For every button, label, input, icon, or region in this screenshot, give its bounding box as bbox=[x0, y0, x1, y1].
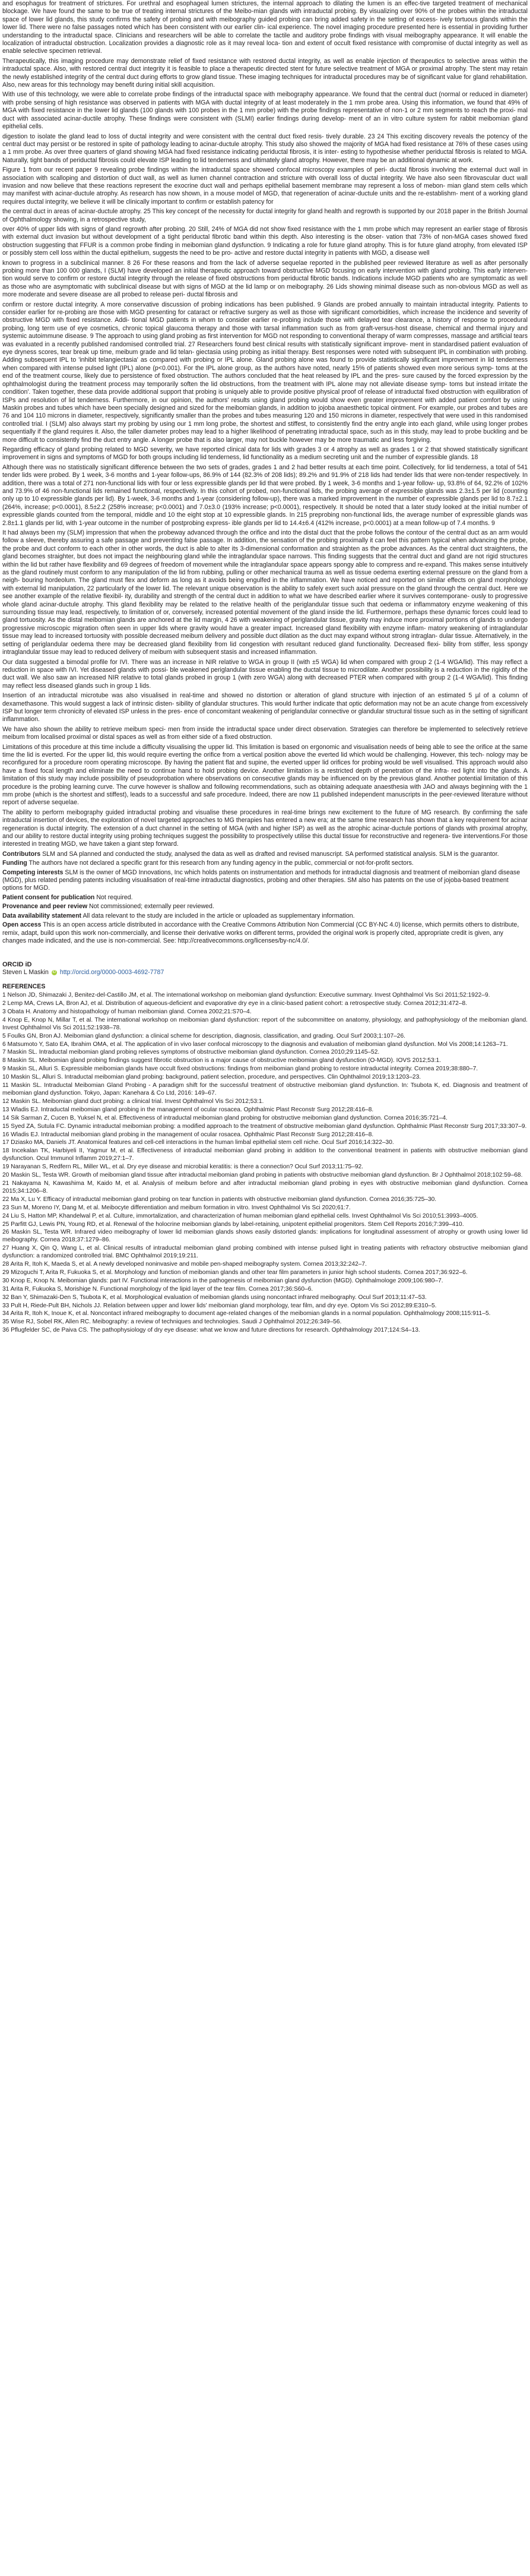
declaration-label: Contributors bbox=[2, 850, 41, 858]
article-declarations bbox=[2, 851, 528, 945]
reference-item: 13 Wladis EJ. Intraductal meibomian gland probing in the management of ocular rosacea. Ophthalmic Plast Reconstr Surg 2012;28:416–8. bbox=[2, 1106, 374, 1113]
reference-item: 3 Obata H. Anatomy and histopathology of human meibomian gland. Cornea 2002;21:S70–4. bbox=[2, 1008, 252, 1015]
reference-item: 30 Knop E, Knop N. Meibomian glands: part IV. Functional interactions in the pathogenesis of meibomian gland dysfunction (MGD). Ophthalmologe 2009;106:980–7. bbox=[2, 1277, 443, 1284]
reference-item: 22 Ma X, Lu Y. Efficacy of intraductal meibomian gland probing on tear function in patients with obstructive meibomian gland dysfunction. Cornea 2016;35:725–30. bbox=[2, 1196, 437, 1203]
reference-item: 23 Sun M, Moreno IY, Dang M, et al. Meibocyte differentiation and meibum formation in vitro. Invest Ophthalmol Vis Sci 2020;61:7. bbox=[2, 1204, 351, 1211]
reference-item: 1 Nelson JD, Shimazaki J, Benitez-del-Castillo JM, et al. The international workshop on meibomian gland dysfunction: Executive summary. Invest Ophthalmol Vis Sci 2011;52:1922–9. bbox=[2, 992, 490, 999]
declaration-text: This is an open access article distributed in accordance with the Creative Commons Attribution Non Commercial (CC BY-NC 4.0) license, which permits others to distribute, remix, adapt, build upon this work non-commercially, and license their derivative works on different terms, provided the original work is properly cited, appropriate credit is given, any changes made indicated, and the use is non-commercial. See: http://creativecommons.org/licenses/by-nc/4.0/. bbox=[2, 921, 519, 944]
reference-item: 27 Huang X, Qin Q, Wang L, et al. Clinical results of intraductal meibomian gland probing combined with intense pulsed light in treating patients with refractory obstructive meibomian gland dysfunction: a randomized controlled trial. BMC Ophthalmol 2019;19:211. bbox=[2, 1245, 528, 1260]
peer-review-statement bbox=[2, 903, 528, 911]
reference-item: 10 Maskin SL, Alluri S. Intraductal meibomian gland probing: background, patient selection, procedure, and perspectives. Clin Ophthalmol 2019;13:1203–23. bbox=[2, 1074, 421, 1081]
body-paragraph: confirm or restore ductal integrity. A more conservative discussion of probing indications has been published. 9 Glands are probed annually to maintain intraductal integrity. Patients to consider earlier for re-probing are those with MGD presenting for cataract or refractive surgery as well as those with significant comorbidities, which increase the incidence and severity of obstructive MGD with fixed resistance. Addi- tional MGD patients in whom to consider earlier re-probing include those with delayed tear clearance, a history of response to procedural probing, long term use of eye cosmetics, chronic topical glaucoma therapy and those with tarsal inflammation such as from graft-versus-host disease, chemical and thermal injury and systemic autoimmune disease. 9 The approach to using gland probing as first intervention for MGD not responding to conventional therapy of warm compresses, massage and artificial tears was evaluated in a recently published randomised controlled trial. 27 Researchers found best clinical results with statistically significant improve- ment in standardised patient evaluation of eye dryness scores, tear break up time, meibum grade and lid telan- giectasia using probing as initial therapy. Best responses were noted with subsequent IPL in combination with probing. Adding subsequent IPL to 'inhibit telangiectasia' as compared with probing or IPL alone. Gland probing alone was found to provide statistically significant improvement in lid tenderness when compared with intense pulsed light (IPL) alone (p<0.001). For the IPL alone group, as the authors have noted, nearly 15% of patients showed even more serious symp- toms at the end of the treatment course, likely due to persistence of fixed obstruction. The authors concluded that the heat released by IPL and the pres- sure caused by the forced expression by the ophthalmologist during the treatment process may temporarily soften the lid obstructions, from the treatment with IPL alone may not alleviate disease symp- toms but instead irritate the condition'. Taken together, these data provide additional support that probing is uniquely able to provide positive physical proof of release of intraductal fixed obstruction with equilibration of ISPs and resolution of lid tenderness. Furthermore, in our opinion, the authors' results using gland probing would show even greater improvement with added patient comfort by using Maskin probes and tubes which have been specially designed and sized for the meibomian glands, in addition to jojoba anaesthetic topical ointment. For example, our probes and tubes are 76 and 104 110 microns in diameter, respectively, significantly smaller than the probes and tubes measuring 120 and 150 microns in diameter, respectively that were used in this randomised controlled trial. I (SLM) also always start my probing by using our 1 mm long probe, the shortest and stiffest, to consistently find the entry angle into each gland, while using longer probes sequentially if the gland requires it. Also, the taller diameter probes may lead to a higher likelihood of penetrating intraductal space, such as in this study, may lead to probe buckling and be more difficult to consistently find the duct entry angle. A longer probe that is also larger, may not buckle however may be more traumatic and less forgiving. bbox=[2, 301, 528, 444]
contributors-statement bbox=[2, 851, 528, 858]
reference-item: 21 Nakayama N, Kawashima M, Kaido M, et al. Analysis of meibum before and after intraductal meibomian gland probing in eyes with obstructive meibomian gland dysfunction. Cornea 2015;34:1206–8. bbox=[2, 1180, 528, 1194]
reference-item: 25 Parfitt GJ, Lewis PN, Young RD, et al. Renewal of the holocrine meibomian glands by label-retaining, unipotent epithelial progenitors. Stem Cell Reports 2016;7:399–410. bbox=[2, 1221, 464, 1228]
reference-item: 28 Arita R, Itoh K, Maeda S, et al. A newly developed noninvasive and mobile pen-shaped meibography system. Cornea 2013;32:242–7. bbox=[2, 1261, 367, 1268]
body-paragraph: known to progress in a subclinical manner. 8 26 For these reasons and from the lack of adverse sequelae reported in the published peer reviewed literature as well as after personally probing more than 100 000 glands, I (SLM) have developed an initial therapeutic approach toward obstructive MGD focusing on early intervention with gland probing. This early interven- tion would serve to confirm or restore ductal integrity through the release of fixed obstructions from periductal fibrotic bands. Indications include MGD patients who are symptomatic as well as those who are asymptomatic with subclinical disease but with signs of MGD at the lid lamp or on meibography. 26 Lids showing minimal disease such as non-obvious MGD as well as more moderate and severe disease are all probed to release peri- ductal fibrosis and bbox=[2, 259, 528, 299]
reference-item: 29 Mizoguchi T, Arita R, Fukuoka S, et al. Morphology and function of meibomian glands and other tear film parameters in junior high school students. Cornea 2017;36:922–6. bbox=[2, 1269, 468, 1276]
reference-item: 9 Maskin SL, Alluri S. Expressible meibomian glands have occult fixed obstructions: findings from meibomian gland probing to restore intraductal integrity. Cornea 2019;38:880–7. bbox=[2, 1066, 478, 1073]
reference-item: 14 Sik Sarman Z, Cucen B, Yuksel N, et al. Effectiveness of intraductal meibomian gland probing for obstructive meibomian gland dysfunction. Cornea 2016;35:721–4. bbox=[2, 1114, 448, 1121]
reference-item: 26 Maskin SL, Testa WR. Infrared video meibography of lower lid meibomian glands shows easily distorted glands: implications for longitudinal assessment of atrophy or growth using lower lid meibography. Cornea 2018;37:1279–86. bbox=[2, 1229, 528, 1244]
reference-item: 6 Matsumoto Y, Sato EA, Ibrahim OMA, et al. The application of in vivo laser confocal microscopy to the diagnosis and evaluation of meibomian gland dysfunction. Mol Vis 2008;14:1263–71. bbox=[2, 1041, 508, 1048]
reference-item: 20 Maskin SL, Testa WR. Growth of meibomian gland tissue after intraductal meibomian gland probing in patients with obstructive meibomian gland dysfunction. Br J Ophthalmol 2018;102:59–68. bbox=[2, 1172, 523, 1179]
body-paragraph: It had always been my (SLM) impression that when the probeway advanced through the orifice and into the distal duct that the probe follows the contour of the central duct as an arm would follow a sleeve, thereby assuring a safe passage and preventing false passage. In addition, the sensation of the probing proximally it can feel this pattern typical when advancing the probe, the probe and duct conform to each other in other words, the duct is able to alter its 3-dimensional conformation and straighten as the probe advances. As the central duct straightens, the gland becomes straighter, but does not impact the neighbouring gland while the intraglandular space narrows. This finding suggests that the central duct and gland are not rigid structures within the lid but rather have flexibility and 69 degrees of freedom of movement while the intraglandular space appears spongy able to compress and re-expand. This makes sense intuitively as the gland routinely must conform to any manipulation of the lid from rubbing, pulling or other mechanical trauma as well as tissue oedema exerting external pressure on the gland from a neigh- bouring hordeolum. The gland must flex and deform as long as it avoids being engulfed in the inflammation. We have noticed and reported on similar effects on gland morphology with external lid manipulation, 22 particularly of the lower lid. The relevant unique observation is the ability to safely exert such axial pressure on the gland through the central duct. Here we see another example of the relative flexibil- ity, durability and strength of the central duct in addition to what we have described earlier where it survives contemporane- ously to progressive whole gland acinar-ductule atrophy. This gland flexibility may be related to the relative health of the periglandular tissue such that oedema or inflammatory enzyme weakening of this surrounding tissue may lead, respectively, to limitation of or, conversely, increased potential movement of the gland inside the lid. Furthermore, perhaps these dynamic forces could lead to gland tortuosity. As the distal meibomian glands are anchored at the lid margin, 4 26 with weakening of periglandular tissue, gravity may induce more proximal portions of glands to undergo progressive microscopic migration often seen in upper lids where gravity would have a greater impact. Increased gland flexibility with enzyme inflam- matory weakening of intraglandular tissue may lead to increased tortuosity with possible decreased meibum delivery and possible duct dilation as the duct may expand without strong intraglan- dular tissue. Alternatively, in the setting of periglandular oedema there may be decreased gland flexibility from lid congestion with resultant reduced gland functionality. Decreased flexi- bility from stiffer, less spongy intraglandular tissue may lead to reduced delivery of meibum with subsequent stasis and increased inflammation. bbox=[2, 529, 528, 656]
competing-interests-statement bbox=[2, 869, 528, 893]
reference-item: 31 Arita R, Fukuoka S, Morishige N. Functional morphology of the lipid layer of the tear film. Cornea 2017;36:S60–6. bbox=[2, 1285, 313, 1292]
body-paragraph: and esophagus for treatment of strictures. For urethral and esophageal lumen strictures, the internal approach to dilating the lumen is an effec-tive targeted treatment of mechanical blockage. We have found the same to be true of treating internal strictures of the Meibo-mian glands with intraductal probing. By visualizing over 90% of the probes within the intraductal space of lower lid glands, this study confirms the safety of probing and with meibography guided probing can bring added safety in the setting of excess- ively tortuous glands within the lower lid. There were no false passages noted which has been consistent with our earlier clin- ical experience. The novel imaging procedure presented here is essential in providing further understanding to the intraductal space. Clinicians and researchers will be able to correlate the tactile and auditory probe findings with visual meibography appearance. It will enable the localization of intraductal obstruction. Localization provides a diagnostic role as it may reveal loca- tion and extent of occult fixed resistance with compromise of ductal integrity as well as enable selective specimen retrieval. bbox=[2, 0, 528, 55]
orcid-icon: iD bbox=[52, 971, 56, 975]
body-paragraph: digestion to isolate the gland lead to loss of ductal integrity and were consistent with the central duct fixed resis- tively durable. 23 24 This exciting discovery reveals the potency of the central duct may persist or be restored in spite of pathology leading to acinar-ductule atrophy. This study also showed the majority of MGA had fixed resistance at 76% of these cases using a 1 mm probe. As over three quarters of gland showing MGA had fixed resistance indicating periductal fibrosis, it is inter- esting to hypothesise whether periductal fibrosis is related to MGA. Naturally, tight bands of periductal fibrosis could elevate ISP leading to lid tenderness and ultimately gland atrophy. However, there may be an additional dynamic at work. bbox=[2, 132, 528, 164]
declaration-text: SLM and SA planned and conducted the study, analysed the data as well as drafted and revised manuscript. SA performed statistical analysis. SLM is the guarantor. bbox=[42, 850, 499, 858]
reference-item: 7 Maskin SL. Intraductal meibomian gland probing relieves symptoms of obstructive meibomian gland dysfunction. Cornea 2010;29:1145–52. bbox=[2, 1049, 380, 1056]
funding-statement bbox=[2, 859, 528, 867]
reference-item: 34 Arita R, Itoh K, Inoue K, et al. Noncontact infrared meibography to document age-related changes of the meibomian glands in a normal population. Ophthalmology 2008;115:911–5. bbox=[2, 1310, 491, 1317]
declaration-text: The authors have not declared a specific grant for this research from any funding agency in the public, commercial or not-for-profit sectors. bbox=[28, 859, 414, 867]
body-paragraph: Figure 1 from our recent paper 9 revealing probe findings within the intraductal space showed confocal microscopy examples of peri- ductal fibrosis involving the external duct wall in association with scalloping and distortion of duct wall, as well as lumen channel contraction and stricture with overall loss of ductal integrity. We have also seen fibrovascular duct wall invasion and now believe that these reactions represent the exocrine duct wall and perhaps epithelial basement membrane may represent a loss of mebon- mian gland stem cells which may manifest with acinar-ductule atrophy. As research has now shown, in a mouse model of MGD, that regeneration of acinar-ductule units and the re-establishm- ment of a working gland requires ductal integrity, we believe it will be clinically important to confirm or establish patency for bbox=[2, 166, 528, 206]
data-availability-statement bbox=[2, 912, 528, 920]
declaration-label: Open access bbox=[2, 921, 42, 929]
reference-item: 35 Wise RJ, Sobel RK, Allen RC. Meibography: a review of techniques and technologies. Saudi J Ophthalmol 2012;26:349–56. bbox=[2, 1319, 342, 1326]
reference-item: 12 Maskin SL. Meibomian gland duct probing: a clinical trial. Invest Ophthalmol Vis Sci 2012;53:1. bbox=[2, 1098, 264, 1105]
reference-item: 8 Maskin SL. Meibomian gland probing findings suggest fibrotic obstruction is a major cause of obstructive meibomian gland dysfunction (O-MGD). IOVS 2012;53:1. bbox=[2, 1057, 441, 1064]
orcid-author-name: Steven L Maskin bbox=[2, 969, 49, 976]
reference-item: 33 Pult H, Riede-Pult BH, Nichols JJ. Relation between upper and lower lids' meibomian gland morphology, tear film, and dry eye. Optom Vis Sci 2012;89:E310–5. bbox=[2, 1302, 437, 1309]
declaration-label: Provenance and peer review bbox=[2, 903, 88, 911]
body-paragraph: Although there was no statistically significant difference between the two sets of grades, grades 1 and 2 had better results at each time point. Collectively, for lid tenderness, a total of 541 tender lids were probed. By 1 week, 3-6 months and 1-year follow-ups, 86.9% of 144 (82.3% of 208 lids); 89.2% and 91.9% of 218 lids had tender lids that were non-tender respectively. In addition, there was a total of 271 non-functional lids with four or less expressible glands per lid that were probed. By 1 week, 3-6 months and 1-year follow- up, 93.8% of 64, 92.2% of 102% and 73.9% of 46 non-functional lids remained functional, respectively. In this cohort of probed, non-functional lids, the probing average of expressible glands was 2.3±1.5 per lid (counting only up to 10 expressible glands per lid). By 1-week, 3-6 months and 1-year (considering follow-up), there was a marked improvement in the number of expressible glands per lid to 8.7±2.1 (264%, increase; p<0.0001), 8.5±2.2 (258% increase; p<0.0001) and 7.0±3.0 (193% increase; p<0.0001), respectively. It should be noted that a later study looked at the initial number of expressible glands counted from the temporal, middle and 10 the eight stop at 10 expressible glands. In 215 preprobing non-functional lids, the average number of expressible glands was 2.8±1.1 glands per lid, with 1-year outcome in the number of postprobing express- ible glands per lid to 14.4±6.4 (412% increase, p<0.0001) at a mean follow-up of 7.4 months. 9 bbox=[2, 463, 528, 527]
references-heading: REFERENCES bbox=[2, 982, 46, 990]
patient-consent-statement bbox=[2, 894, 528, 902]
orcid-entry bbox=[2, 969, 528, 976]
reference-item: 2 Lemp MA, Crews LA, Bron AJ, et al. Distribution of aqueous-deficient and evaporative dry eye in a clinic-based patient cohort: a retrospective study. Cornea 2012;31:472–8. bbox=[2, 1000, 467, 1007]
reference-item: 15 Syed ZA, Sutula FC. Dynamic intraductal meibomian probing: a modified approach to the treatment of obstructive meibomian gland dysfunction. Ophthalmic Plast Reconstr Surg 2017;33:307–9. bbox=[2, 1123, 527, 1130]
body-paragraph: Regarding efficacy of gland probing related to MGD severity, we have reported clinical data for lids with grades 3 or 4 atrophy as well as grades 1 or 2 that showed statistically significant improvement in signs and symptoms of MGD for both groups including lid tenderness, lid functionality as a medium secreting unit and the number of expressible glands. 18 bbox=[2, 445, 528, 462]
body-paragraph: over 40% of upper lids with signs of gland regrowth after probing. 20 Still, 24% of MGA did not show fixed resistance with the 1 mm probe which may represent an earlier stage of fibrosis with external duct invasion but without development of a tight periductal fibrotic band within this depth. Also interesting is the obser- vation that 73% of non-MGA cases showed fixed obstruction suggesting that FFUR is a common probe finding in meibomian gland dysfunction. 9 Indicating a role for future gland atrophy. This is for future gland atrophy, from elevated ISP or possibly stem cell loss within the ductal epithelium, suggests the need to be pro- active and restore ductal integrity in patients with MGD, a disease well bbox=[2, 225, 528, 257]
article-body bbox=[2, 0, 528, 849]
body-paragraph: the central duct in areas of acinar-ductule atrophy. 25 This key concept of the necessity for ductal integrity for gland health and regrowth is supported by our 2018 paper in the British Journal of Ophthalmology showing, in a retrospective study, bbox=[2, 208, 528, 223]
body-paragraph: Limitations of this procedure at this time include a difficulty visualising the upper lid. This limitation is based on ergonomic and visualisation needs of being able to see the orifice at the same time the lid is everted. For the upper lid, this would require everting the orifice from a vertical position above the everted lid which would be challenging. However, this tech- nology may be reconfigured for a procedure room operating microscope. By having the patient flat and supine, the everted upper lid orifices for probing would be well visualised. This approach would also have a fixed focal length and eliminate the need to continue hand to hold probing device. Another limitation is a restricted depth of penetration of the infra- red light into the glands. A limitation of this study may include possibility of pseudoprobation where observations on consecutive glands may be influenced on by the previous gland. Another potential limitation of this procedure is the probing learning curve. The curve however is shallow and following recommendations, such as obtaining adequate anaesthesia with JAO and always beginning with the 1 mm probe (which is the shortest and stiffest), leads to a successful and safe procedure. Indeed, there are now 11 published independent manuscripts in the peer-reviewed literature without report of adverse sequelae. bbox=[2, 743, 528, 807]
reference-item: 17 Dziasko MA, Daniels JT. Anatomical features and cell-cell interactions in the human limbal epithelial stem cell niche. Ocul Surf 2016;14:322–30. bbox=[2, 1139, 394, 1146]
declaration-text: SLM is the owner of MGD Innovations, Inc which holds patents on instrumentation and methods for intraductal diagnosis and treatment of meibomian gland disease (MGD), plus related pending patents including visualisation of real-time intraductal diagnostics, probing and other therapies. SM also has patents on the use of jojoba-based treatment options for MGD. bbox=[2, 868, 521, 892]
body-paragraph: Therapeutically, this imaging procedure may demonstrate relief of fixed resistance with restored ductal integrity, as well as enable injection of therapeutics to selective areas within the intraductal space. Also, with restored central duct integrity it is feasible to place a therapeutic directed stent for future selective treatment of MGA or proximal atrophy. The stent may retain the newly established integrity of the central duct during efforts to grow gland tissue. These imaging techniques for intraductal procedures may be of significant value for gland rehabilitation. Also, new areas for this technology may benefit during initial skill acquisition. bbox=[2, 57, 528, 89]
reference-item: 19 Narayanan S, Redfern RL, Miller WL, et al. Dry eye disease and microbial keratitis: is there a connection? Ocul Surf 2013;11:75–92. bbox=[2, 1164, 363, 1171]
body-paragraph: Our data suggested a bimodal profile for IVI. There was an increase in NIR relative to WGA in group II (with ±5 WGA) lid when compared with group 2 (1-4 WGA/lid). This may reflect a reduction in space with IVI. Yet diseased glands with possi- ble weakened periglandular tissue enabling the ductal tissue to microdilate. Another possibility is a reduction in the rigidity of the duct wall. We also saw an increased NIR relative to total glands probed in group 1 (with zero WGA) along with decreased PTER when compared with group 2 (1-4 WGA/lid). This finding may reflect less diseased glands such in group 1 lids. bbox=[2, 658, 528, 690]
declaration-text: Not commissioned; externally peer reviewed. bbox=[89, 903, 214, 911]
reference-item: 4 Knop E, Knop N, Millar T, et al. The international workshop on meibomian gland dysfunction: report of the subcommittee on anatomy, physiology, and pathophysiology of the meibomian gland. Invest Ophthalmol Vis Sci 2011;52:1938–78. bbox=[2, 1016, 528, 1031]
declaration-text: Not required. bbox=[96, 893, 133, 901]
declaration-label: Funding bbox=[2, 859, 27, 867]
reference-item: 24 Liu S, Hatton MP, Khandelwal P, et al. Culture, immortalization, and characterization of human meibomian gland epithelial cells. Invest Ophthalmol Vis Sci 2010;51:3993–4005. bbox=[2, 1212, 478, 1219]
body-paragraph: We have also shown the ability to retrieve meibum speci- men from inside the intraductal space under direct observation. Strategies can therefore be implemented to selectively retrieve meibum from localised proximal or distal spaces as well as from either side of a fixed obstruction. bbox=[2, 725, 528, 741]
body-paragraph: With use of this technology, we were able to correlate probe findings of the intraductal space with meibography appearance. We found that the central duct (normal or reduced in diameter) with probe sensing of high resistance was observed in patients with MGA with ductal integrity of at least moderately in the 1 mm probe area. Using this information, we found that 49% of MGA with fixed resistance in the lower lid glands (100 glands with 100 probes in the 1 mm probe) with the probe findings representative of non-1 or 2 mm segments to reach the proxi- mal duct with associated acinar-ductile atrophy. These findings were consistent with (SLMI) earlier findings during develop- ment of an in vitro culture system for rabbit meibomian gland epithelial cells. bbox=[2, 91, 528, 131]
references-list bbox=[2, 992, 528, 1335]
declaration-label: Patient consent for publication bbox=[2, 893, 95, 901]
open-access-statement bbox=[2, 921, 528, 945]
declaration-label: Data availability statement bbox=[2, 912, 82, 919]
body-paragraph: The ability to perform meibography guided intraductal probing and visualise these procedures in real-time brings new excitement to the future of MG research. By confirming the safe intraductal insertion of devices, the exploration of novel targeted approaches to MG therapies has entered a new era; at the same time research has shown that a key requirement for acinar regeneration is ductal integrity. The extension of a duct channel in the setting of MGA (with and higher ISP) as well as the atrophic acinar-ductule portions of glands with proximal atrophy, and our ability to restore ductal integrity using probing techniques suggest the possibility to prospectively utilise this ductal tissue for reconstructive and regenera- tive interventions.For those interested in treating MGD, we have taken a giant step forward. bbox=[2, 808, 528, 848]
declaration-text: All data relevant to the study are included in the article or uploaded as supplementary information. bbox=[82, 912, 355, 919]
reference-item: 32 Ban Y, Shimazaki-Den S, Tsubota K, et al. Morphological evaluation of meibomian glands using noncontact infrared meibography. Ocul Surf 2013;11:47–53. bbox=[2, 1294, 427, 1301]
reference-item: 5 Foulks GN, Bron AJ. Meibomian gland dysfunction: a clinical scheme for description, diagnosis, classification, and grading. Ocul Surf 2003;1:107–26. bbox=[2, 1032, 405, 1039]
reference-item: 18 Incekalan TK, Harbiyeli II, Yagmur M, et al. Effectiveness of intraductal meibomian gland probing in addition to the conventional treatment in patients with obstructive meibomian gland dysfunction. Ocul Immunol Inflamm 2019;27:1–7. bbox=[2, 1148, 528, 1162]
reference-item: 11 Maskin SL. Intraductal Meibomian Gland Probing - A paradigm shift for the successful treatment of obstructive meibomian gland dysfunction. In: Tsubota K, ed. Diagnosis and treatment of meibomian gland dysfunction. Tokyo, Japan: Kanehara & Co Ltd, 2016: 149–67. bbox=[2, 1082, 528, 1096]
reference-item: 16 Wladis EJ. Intraductal meibomian gland probing in the management of ocular rosacea. Ophthalmic Plast Reconstr Surg 2012;28:416–8. bbox=[2, 1131, 374, 1138]
body-paragraph: Insertion of an intraductal microtube was also visualised in real-time and showed no distortion or alteration of gland structure with injection of an estimated 5 µl of a column of dexamethasone. This would suggest a lack of intrinsic disten- sibility of glandular structures. This would further indicate that optic deformation may not be an acute change from excessively ISP but longer term chronicity of elevated ISP unless in the pres- ence of concomitant weakening of periglandular connective or glandular structural tissue such as in the setting of significant inflammation. bbox=[2, 692, 528, 723]
orcid-link[interactable]: http://orcid.org/0000-0003-4692-7787 bbox=[59, 969, 164, 976]
article-page bbox=[2, 0, 528, 2576]
declaration-label: Competing interests bbox=[2, 868, 64, 876]
reference-item: 36 Pflugfelder SC, de Paiva CS. The pathophysiology of dry eye disease: what we know and future directions for research. Ophthalmology 2017;124:S4–13. bbox=[2, 1327, 420, 1334]
orcid-heading: ORCID iD bbox=[2, 961, 32, 969]
